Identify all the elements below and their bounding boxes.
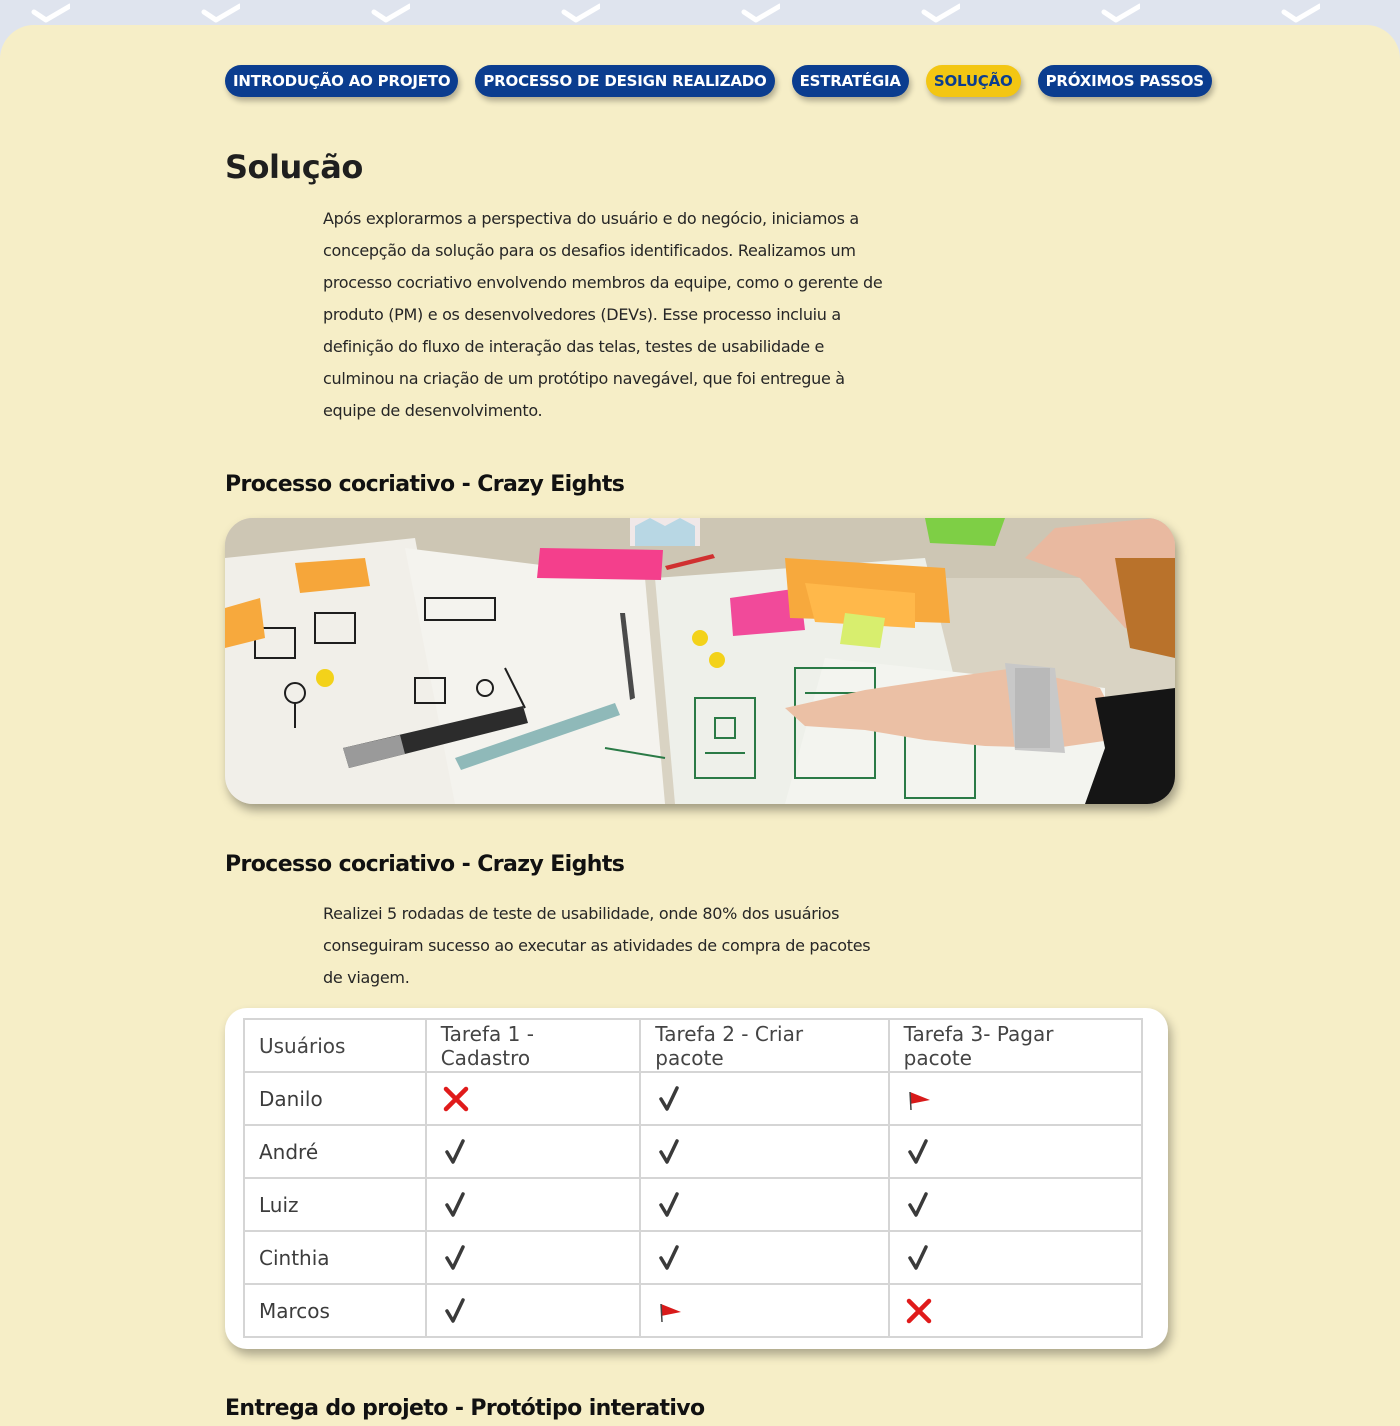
header-usuarios: Usuários — [244, 1019, 426, 1072]
user-name-cell: André — [244, 1125, 426, 1178]
result-cell — [889, 1072, 1142, 1125]
check-icon — [904, 1191, 934, 1215]
photo-workshop-sketches-icon — [225, 518, 1175, 804]
result-cell — [889, 1125, 1142, 1178]
nav-proximos-passos[interactable]: PRÓXIMOS PASSOS — [1038, 65, 1212, 97]
check-icon — [655, 1085, 685, 1109]
user-name-cell: Marcos — [244, 1284, 426, 1337]
table-row — [244, 1125, 1142, 1178]
checkmark-pattern-icon — [560, 2, 600, 26]
usability-paragraph: Realizei 5 rodadas de teste de usabilidade, onde 80% dos usuários conseguiram sucesso ao executar as atividades de compra de pacotes de viagem. — [323, 904, 871, 987]
result-cell — [640, 1178, 888, 1231]
check-icon — [904, 1244, 934, 1268]
check-icon — [441, 1297, 471, 1321]
header-tarefa-1: Tarefa 1 - Cadastro — [426, 1019, 641, 1072]
check-icon — [655, 1244, 685, 1268]
table-row — [244, 1178, 1142, 1231]
result-cell — [426, 1284, 641, 1337]
check-icon — [904, 1138, 934, 1162]
checkmark-pattern-icon — [200, 2, 240, 26]
user-name-cell: Danilo — [244, 1072, 426, 1125]
section-nav — [225, 65, 1212, 97]
check-icon — [441, 1191, 471, 1215]
section-heading-usability: Processo cocriativo - Crazy Eights — [225, 852, 625, 877]
section-heading-crazy-eights: Processo cocriativo - Crazy Eights — [225, 472, 625, 497]
result-cell — [640, 1284, 888, 1337]
table-row — [244, 1284, 1142, 1337]
result-cell — [889, 1178, 1142, 1231]
check-icon — [441, 1138, 471, 1162]
checkmark-pattern-icon — [1280, 2, 1320, 26]
workshop-photo — [225, 518, 1175, 804]
nav-processo-design[interactable]: PROCESSO DE DESIGN REALIZADO — [475, 65, 774, 97]
nav-estrategia[interactable]: ESTRATÉGIA — [792, 65, 909, 97]
result-cell — [640, 1072, 888, 1125]
checkmark-pattern-icon — [370, 2, 410, 26]
result-cell — [426, 1125, 641, 1178]
cross-icon — [441, 1085, 471, 1109]
checkmark-pattern-icon — [1100, 2, 1140, 26]
check-icon — [655, 1191, 685, 1215]
table-row — [244, 1072, 1142, 1125]
check-icon — [655, 1138, 685, 1162]
intro-paragraph: Após explorarmos a perspectiva do usuário e do negócio, iniciamos a concepção da solução para os desafios identificados. Realizamos um processo cocriativo envolvendo membros da equipe, como o gerente de produto (PM) e os desenvolvedores (DEVs). Esse processo incluiu a definição do fluxo de interação das telas, testes de usabilidade e culminou na criação de um protótipo navegável, que foi entregue à equipe de desenvolvimento. — [323, 209, 883, 420]
result-cell — [640, 1125, 888, 1178]
page-title: Solução — [225, 148, 363, 186]
result-cell — [889, 1284, 1142, 1337]
nav-solucao[interactable]: SOLUÇÃO — [926, 65, 1021, 97]
user-name-cell: Luiz — [244, 1178, 426, 1231]
checkmark-pattern-icon — [30, 2, 70, 26]
result-cell — [640, 1231, 888, 1284]
user-name-cell: Cinthia — [244, 1231, 426, 1284]
section-heading-entrega: Entrega do projeto - Protótipo interativo — [225, 1396, 705, 1421]
table-header-row — [244, 1019, 1142, 1072]
header-tarefa-3: Tarefa 3- Pagar pacote — [889, 1019, 1142, 1072]
checkmark-pattern-icon — [740, 2, 780, 26]
check-icon — [441, 1244, 471, 1268]
checkmark-pattern-icon — [920, 2, 960, 26]
result-cell — [426, 1178, 641, 1231]
flag-icon — [655, 1297, 685, 1321]
header-tarefa-2: Tarefa 2 - Criar pacote — [640, 1019, 888, 1072]
result-cell — [426, 1231, 641, 1284]
result-cell — [889, 1231, 1142, 1284]
cross-icon — [904, 1297, 934, 1321]
results-table-card — [225, 1008, 1168, 1349]
table-row — [244, 1231, 1142, 1284]
nav-introducao[interactable]: INTRODUÇÃO AO PROJETO — [225, 65, 458, 97]
usability-results-table — [243, 1018, 1143, 1338]
flag-icon — [904, 1085, 934, 1109]
result-cell — [426, 1072, 641, 1125]
